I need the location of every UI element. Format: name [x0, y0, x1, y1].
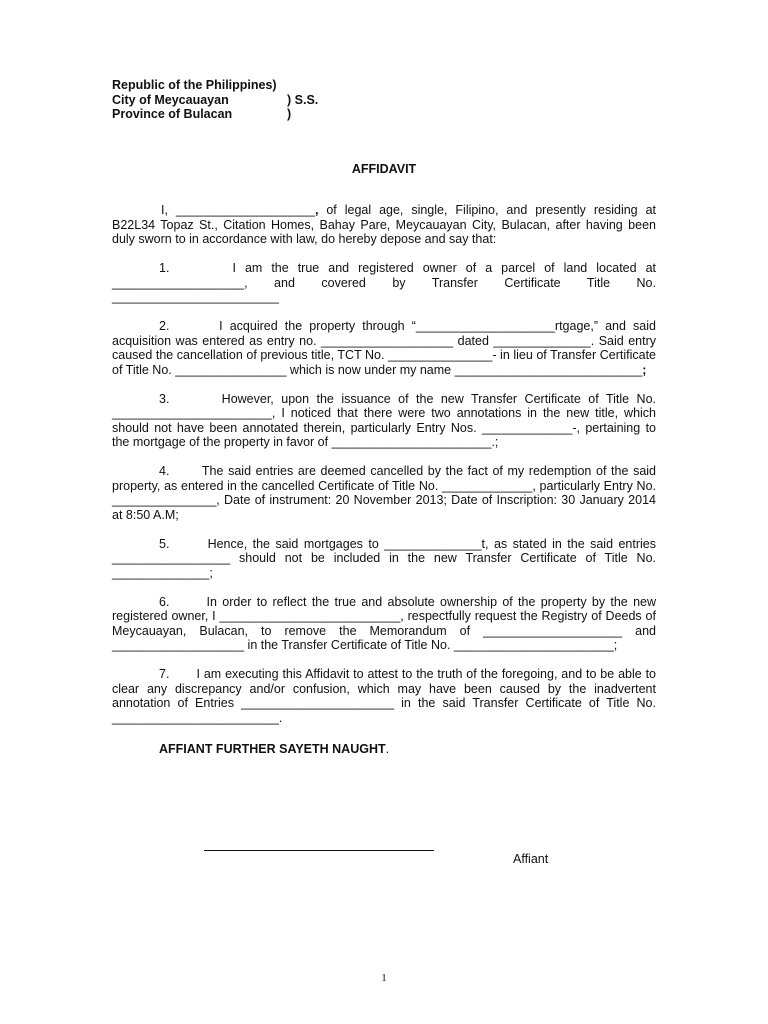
closing-statement: AFFIANT FURTHER SAYETH NAUGHT. [159, 742, 390, 756]
caption-line-1: Republic of the Philippines) [112, 78, 277, 92]
caption-line-3: Province of Bulacan ) [112, 107, 292, 121]
paragraph-6: 6. In order to reflect the true and absolute ownership of the property by the new registered owner, I __________________________, respectfully request the Registry of Deeds of Meycauayan, Bulacan, to remove the Memorandum of ____________________ and ___________________ in the Transfer Certificate of Title No. _______________________; [112, 594, 656, 652]
paragraph-1: 1. I am the true and registered owner of a parcel of land located at ___________________, and covered by Transfer Certificate Title No. ________________________ [112, 261, 656, 304]
paragraph-7: 7. I am executing this Affidavit to attest to the truth of the foregoing, and to be able to clear any discrepancy and/or confusion, which may have been caused by the inadvertent annotation of Entries ______________________ in the said Transfer Certificate of Title No. ________________________. [112, 667, 657, 725]
caption-line-2: City of Meycauayan ) S.S. [112, 92, 319, 107]
paragraph-3: 3. However, upon the issuance of the new Transfer Certificate of Title No. _______________________, I noticed that there were two annotations in the new title, which should not have been annotated therein, particularly Entry Nos. _____________-, pertaining to the mortgage of the property in favor of _______________________.; [112, 391, 657, 449]
page-number: 1 [381, 972, 387, 984]
affidavit-body [112, 203, 656, 740]
paragraph-4: 4. The said entries are deemed cancelled by the fact of my redemption of the said property, as entered in the cancelled Certificate of Title No. _____________, particularly Entry No. _______________, Date of instrument: 20 November 2013; Date of Inscription: 30 January 2014 at 8:50 A.M; [112, 464, 656, 522]
affiant-label: Affiant [513, 852, 549, 866]
paragraph-2: 2. I acquired the property through “____________________rtgage,” and said acquisition was entered as entry no. ___________________ dated ______________. Said entry caused the cancellation of previous title, TCT No. _______________- in lieu of Transfer Certificate of Title No. ________________ which is now under my name ___________________________; [112, 319, 656, 377]
paragraph-5: 5. Hence, the said mortgages to ______________t, as stated in the said entries _________________ should not be included in the new Transfer Certificate of Title No. ______________; [112, 536, 656, 580]
document-title: AFFIDAVIT [351, 162, 417, 176]
intro-paragraph: I, ____________________, of legal age, single, Filipino, and presently residing at B22L34 Topaz St., Citation Homes, Bahay Pare, Meycauayan City, Bulacan, after having been duly sworn to in accordance with law, do hereby depose and say that: [112, 203, 656, 246]
signature-line [204, 850, 434, 851]
name-blank: ____________________ [175, 203, 315, 217]
venue-caption [112, 78, 319, 122]
